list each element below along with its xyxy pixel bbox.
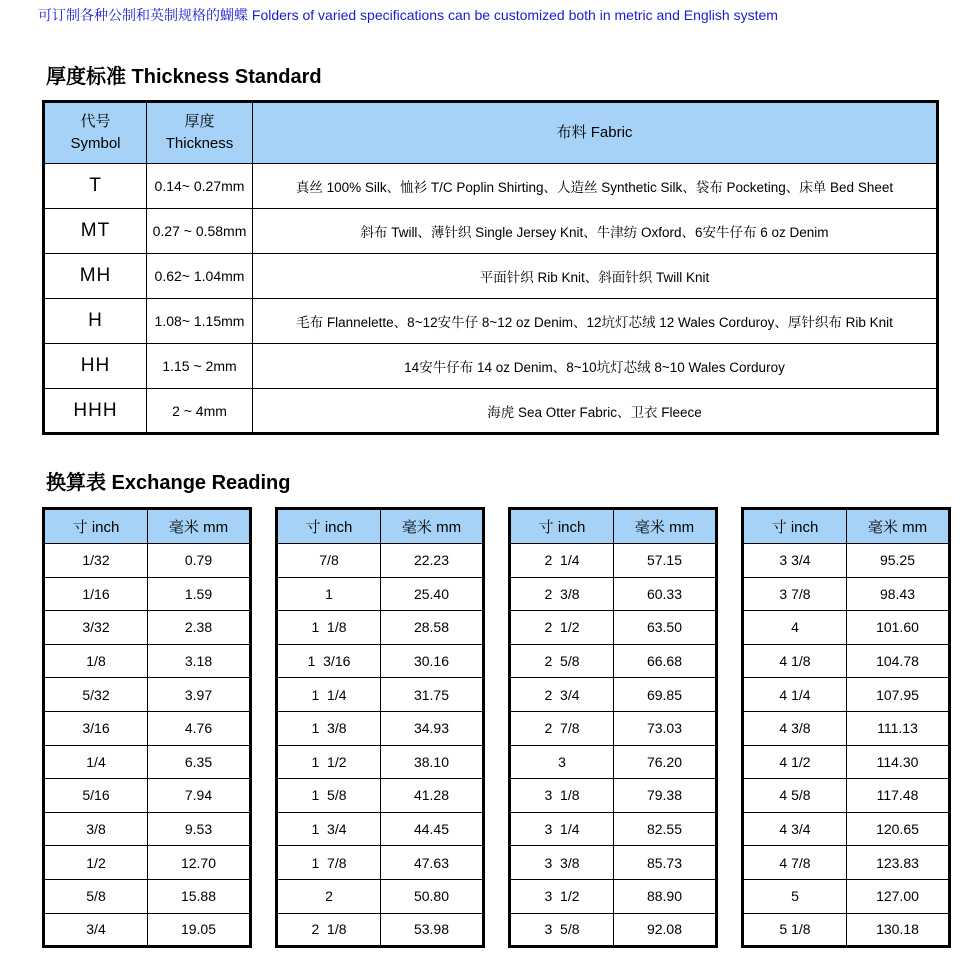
mm-cell: 15.88: [148, 879, 251, 913]
mm-cell: 63.50: [614, 611, 717, 645]
mm-cell: 3.97: [148, 678, 251, 712]
mm-cell: 6.35: [148, 745, 251, 779]
mm-cell: 127.00: [847, 879, 950, 913]
exchange-tables-container: [42, 507, 980, 948]
mm-cell: 19.05: [148, 913, 251, 947]
exchange-row-item: [277, 745, 484, 779]
mm-cell: 117.48: [847, 779, 950, 813]
column-header-mm: 毫米 mm: [381, 509, 484, 544]
exchange-row-item: [44, 644, 251, 678]
inch-cell: 1/16: [44, 577, 148, 611]
mm-cell: 34.93: [381, 711, 484, 745]
exchange-row-item: [510, 879, 717, 913]
inch-cell: 1/8: [44, 644, 148, 678]
mm-cell: 95.25: [847, 544, 950, 578]
mm-cell: 60.33: [614, 577, 717, 611]
mm-cell: 12.70: [148, 846, 251, 880]
exchange-row-item: [44, 544, 251, 578]
mm-cell: 47.63: [381, 846, 484, 880]
exchange-row-item: [510, 745, 717, 779]
inch-cell: 4 1/2: [743, 745, 847, 779]
inch-cell: 4: [743, 611, 847, 645]
inch-cell: 1 3/8: [277, 711, 381, 745]
thickness-row: [44, 209, 938, 254]
inch-cell: 3 7/8: [743, 577, 847, 611]
inch-cell: 4 1/4: [743, 678, 847, 712]
fabric-cell: 斜布 Twill、薄针织 Single Jersey Knit、牛津纺 Oxford、6安牛仔布 6 oz Denim: [253, 209, 938, 254]
column-header-symbol: [44, 102, 147, 164]
mm-cell: 28.58: [381, 611, 484, 645]
thickness-row: [44, 299, 938, 344]
thickness-row: [44, 254, 938, 299]
mm-cell: 7.94: [148, 779, 251, 813]
mm-cell: 130.18: [847, 913, 950, 947]
exchange-row-item: [44, 879, 251, 913]
exchange-row-item: [510, 846, 717, 880]
thickness-cell: 1.15 ~ 2mm: [147, 344, 253, 389]
exchange-reading-heading: 换算表 Exchange Reading: [46, 472, 291, 494]
inch-cell: 1/32: [44, 544, 148, 578]
inch-cell: 1/2: [44, 846, 148, 880]
exchange-header-row: [510, 509, 717, 544]
inch-cell: 2 1/4: [510, 544, 614, 578]
document-page: [0, 5, 980, 948]
exchange-row-item: [510, 678, 717, 712]
inch-cell: 3 1/8: [510, 779, 614, 813]
exchange-row-item: [277, 577, 484, 611]
inch-cell: 1 1/2: [277, 745, 381, 779]
inch-cell: 1 1/4: [277, 678, 381, 712]
mm-cell: 38.10: [381, 745, 484, 779]
column-header-inch: 寸 inch: [277, 509, 381, 544]
symbol-cell: T: [44, 164, 147, 209]
thickness-cell: 0.14~ 0.27mm: [147, 164, 253, 209]
exchange-row-item: [277, 879, 484, 913]
mm-cell: 53.98: [381, 913, 484, 947]
exchange-row-item: [277, 544, 484, 578]
mm-cell: 111.13: [847, 711, 950, 745]
exchange-row-item: [743, 544, 950, 578]
exchange-row-item: [743, 644, 950, 678]
inch-cell: 3: [510, 745, 614, 779]
exchange-row-item: [277, 611, 484, 645]
mm-cell: 2.38: [148, 611, 251, 645]
column-header-symbol-cn: 代号: [80, 113, 111, 130]
mm-cell: 4.76: [148, 711, 251, 745]
inch-cell: 5/16: [44, 779, 148, 813]
exchange-table-4: [741, 507, 951, 948]
mm-cell: 50.80: [381, 879, 484, 913]
inch-cell: 3 5/8: [510, 913, 614, 947]
mm-cell: 57.15: [614, 544, 717, 578]
exchange-row-item: [277, 678, 484, 712]
thickness-cell: 1.08~ 1.15mm: [147, 299, 253, 344]
symbol-cell: HHH: [44, 389, 147, 434]
column-header-fabric: 布料 Fabric: [253, 102, 938, 164]
mm-cell: 22.23: [381, 544, 484, 578]
inch-cell: 3 1/4: [510, 812, 614, 846]
exchange-row-item: [44, 779, 251, 813]
mm-cell: 107.95: [847, 678, 950, 712]
inch-cell: 3 1/2: [510, 879, 614, 913]
exchange-row-item: [44, 711, 251, 745]
exchange-row-item: [510, 812, 717, 846]
symbol-cell: MH: [44, 254, 147, 299]
exchange-row-item: [277, 812, 484, 846]
fabric-cell: 海虎 Sea Otter Fabric、卫衣 Fleece: [253, 389, 938, 434]
mm-cell: 85.73: [614, 846, 717, 880]
inch-cell: 1 3/16: [277, 644, 381, 678]
exchange-row-item: [743, 779, 950, 813]
inch-cell: 5 1/8: [743, 913, 847, 947]
inch-cell: 2 5/8: [510, 644, 614, 678]
symbol-cell: MT: [44, 209, 147, 254]
exchange-row-item: [44, 745, 251, 779]
exchange-row-item: [277, 779, 484, 813]
exchange-row-item: [510, 913, 717, 947]
inch-cell: 4 3/8: [743, 711, 847, 745]
thickness-standard-heading: 厚度标准 Thickness Standard: [46, 66, 322, 88]
mm-cell: 44.45: [381, 812, 484, 846]
exchange-row-item: [510, 611, 717, 645]
exchange-row-item: [743, 879, 950, 913]
thickness-row: [44, 389, 938, 434]
thickness-header-row: [44, 102, 938, 164]
exchange-header-row: [743, 509, 950, 544]
exchange-row-item: [743, 711, 950, 745]
exchange-header-row: [44, 509, 251, 544]
mm-cell: 31.75: [381, 678, 484, 712]
inch-cell: 2: [277, 879, 381, 913]
inch-cell: 3 3/8: [510, 846, 614, 880]
inch-cell: 3/32: [44, 611, 148, 645]
inch-cell: 2 3/8: [510, 577, 614, 611]
exchange-row-item: [743, 913, 950, 947]
thickness-standard-table: [42, 100, 939, 435]
inch-cell: 2 1/2: [510, 611, 614, 645]
inch-cell: 3/4: [44, 913, 148, 947]
exchange-row-item: [743, 577, 950, 611]
exchange-row-item: [743, 745, 950, 779]
exchange-row-item: [44, 611, 251, 645]
column-header-thickness-en: Thickness: [165, 135, 234, 152]
inch-cell: 4 7/8: [743, 846, 847, 880]
mm-cell: 114.30: [847, 745, 950, 779]
mm-cell: 92.08: [614, 913, 717, 947]
inch-cell: 3 3/4: [743, 544, 847, 578]
mm-cell: 104.78: [847, 644, 950, 678]
thickness-cell: 2 ~ 4mm: [147, 389, 253, 434]
column-header-inch: 寸 inch: [44, 509, 148, 544]
mm-cell: 98.43: [847, 577, 950, 611]
exchange-row-item: [743, 611, 950, 645]
mm-cell: 123.83: [847, 846, 950, 880]
inch-cell: 2 7/8: [510, 711, 614, 745]
thickness-row: [44, 344, 938, 389]
exchange-row-item: [44, 577, 251, 611]
inch-cell: 1 3/4: [277, 812, 381, 846]
column-header-mm: 毫米 mm: [148, 509, 251, 544]
inch-cell: 2 3/4: [510, 678, 614, 712]
inch-cell: 5/32: [44, 678, 148, 712]
inch-cell: 1 1/8: [277, 611, 381, 645]
fabric-cell: 真丝 100% Silk、恤衫 T/C Poplin Shirting、人造丝 Synthetic Silk、袋布 Pocketing、床单 Bed Sheet: [253, 164, 938, 209]
exchange-row-item: [510, 577, 717, 611]
inch-cell: 4 1/8: [743, 644, 847, 678]
inch-cell: 4 3/4: [743, 812, 847, 846]
symbol-cell: HH: [44, 344, 147, 389]
thickness-cell: 0.27 ~ 0.58mm: [147, 209, 253, 254]
fabric-cell: 平面针织 Rib Knit、斜面针织 Twill Knit: [253, 254, 938, 299]
inch-cell: 5: [743, 879, 847, 913]
exchange-row-item: [510, 544, 717, 578]
inch-cell: 5/8: [44, 879, 148, 913]
column-header-symbol-en: Symbol: [70, 135, 121, 152]
column-header-inch: 寸 inch: [510, 509, 614, 544]
mm-cell: 101.60: [847, 611, 950, 645]
exchange-table-1: [42, 507, 252, 948]
mm-cell: 120.65: [847, 812, 950, 846]
mm-cell: 66.68: [614, 644, 717, 678]
mm-cell: 41.28: [381, 779, 484, 813]
exchange-row-item: [44, 678, 251, 712]
inch-cell: 1 5/8: [277, 779, 381, 813]
top-note: 可订制各种公制和英制规格的蝴蝶 Folders of varied specifications can be customized both in metric and English system: [38, 7, 778, 23]
mm-cell: 1.59: [148, 577, 251, 611]
exchange-row-item: [277, 644, 484, 678]
mm-cell: 25.40: [381, 577, 484, 611]
column-header-thickness-cn: 厚度: [184, 113, 215, 130]
exchange-row-item: [510, 711, 717, 745]
exchange-row-item: [743, 812, 950, 846]
exchange-row-item: [743, 846, 950, 880]
thickness-row: [44, 164, 938, 209]
mm-cell: 79.38: [614, 779, 717, 813]
symbol-cell: H: [44, 299, 147, 344]
exchange-row-item: [743, 678, 950, 712]
column-header-thickness: [147, 102, 253, 164]
inch-cell: 1 7/8: [277, 846, 381, 880]
fabric-cell: 毛布 Flannelette、8~12安牛仔 8~12 oz Denim、12坑灯芯绒 12 Wales Corduroy、厚针织布 Rib Knit: [253, 299, 938, 344]
exchange-row-item: [277, 913, 484, 947]
exchange-row-item: [277, 846, 484, 880]
exchange-row-item: [44, 846, 251, 880]
inch-cell: 3/16: [44, 711, 148, 745]
inch-cell: 4 5/8: [743, 779, 847, 813]
mm-cell: 30.16: [381, 644, 484, 678]
mm-cell: 9.53: [148, 812, 251, 846]
column-header-mm: 毫米 mm: [614, 509, 717, 544]
mm-cell: 69.85: [614, 678, 717, 712]
exchange-row-item: [510, 644, 717, 678]
inch-cell: 1/4: [44, 745, 148, 779]
mm-cell: 73.03: [614, 711, 717, 745]
mm-cell: 76.20: [614, 745, 717, 779]
column-header-inch: 寸 inch: [743, 509, 847, 544]
column-header-mm: 毫米 mm: [847, 509, 950, 544]
exchange-table-3: [508, 507, 718, 948]
exchange-row-item: [277, 711, 484, 745]
inch-cell: 1: [277, 577, 381, 611]
fabric-cell: 14安牛仔布 14 oz Denim、8~10坑灯芯绒 8~10 Wales Corduroy: [253, 344, 938, 389]
exchange-row-item: [44, 913, 251, 947]
exchange-row-item: [510, 779, 717, 813]
mm-cell: 88.90: [614, 879, 717, 913]
exchange-table-2: [275, 507, 485, 948]
mm-cell: 0.79: [148, 544, 251, 578]
inch-cell: 2 1/8: [277, 913, 381, 947]
mm-cell: 82.55: [614, 812, 717, 846]
inch-cell: 3/8: [44, 812, 148, 846]
inch-cell: 7/8: [277, 544, 381, 578]
exchange-row-item: [44, 812, 251, 846]
mm-cell: 3.18: [148, 644, 251, 678]
exchange-header-row: [277, 509, 484, 544]
thickness-cell: 0.62~ 1.04mm: [147, 254, 253, 299]
